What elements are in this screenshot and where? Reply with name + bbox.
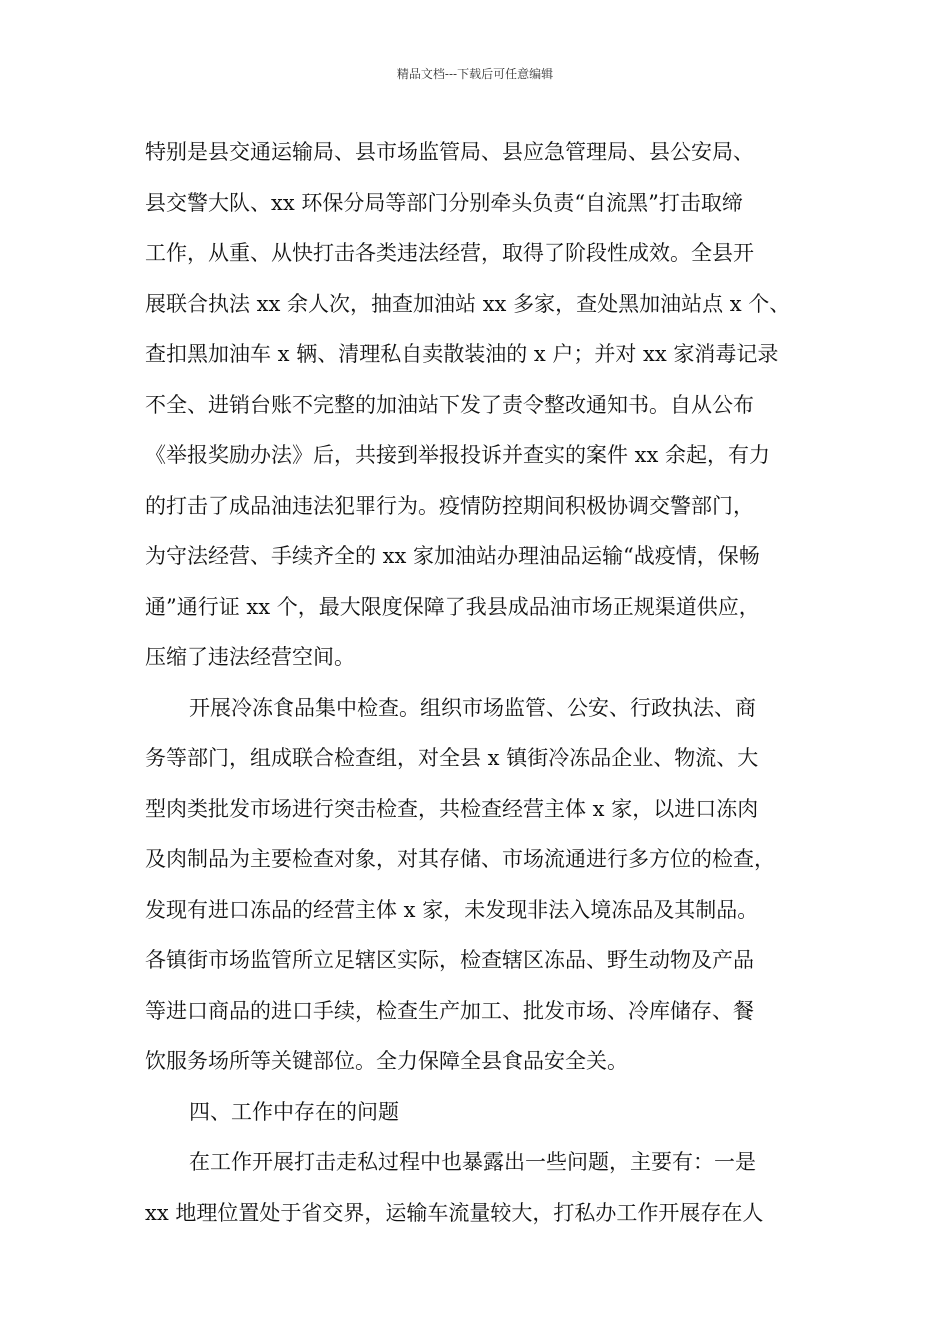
text-line: 的打击了成品油违法犯罪行为。疫情防控期间积极协调交警部门， [145,493,754,518]
text-line: 各镇街市场监管所立足辖区实际，检查辖区冻品、野生动物及产品 [145,948,754,972]
text-line: 工作，从重、从快打击各类违法经营，取得了阶段性成效。全县开 [145,241,754,265]
text-line: 查扣黑加油车 x 辆、清理私自卖散装油的 x 户；并对 xx 家消毒记录 [145,342,779,366]
text-line: 及肉制品为主要检查对象，对其存储、市场流通进行多方位的检查， [145,847,775,871]
text-line: 通”通行证 xx 个，最大限度保障了我县成品油市场正规渠道供应， [145,594,760,619]
text-line: 为守法经营、手续齐全的 xx 家加油站办理油品运输“战疫情，保畅 [145,544,760,568]
text-line: 《举报奖励办法》后，共接到举报投诉并查实的案件 xx 余起，有力 [145,443,771,467]
text-line: 开展冷冻食品集中检查。组织市场监管、公安、行政执法、商 [189,695,756,720]
text-line: 饮服务场所等关键部位。全力保障全县食品安全关。 [145,1049,628,1073]
text-line: 县交警大队、xx 环保分局等部门分别牵头负责“自流黑”打击取缔 [145,190,743,215]
text-line: 等进口商品的进口手续，检查生产加工、批发市场、冷库储存、餐 [145,998,754,1023]
text-line: 型肉类批发市场进行突击检查，共检查经营主体 x 家，以进口冻肉 [145,796,759,821]
text-line: 务等部门，组成联合检查组，对全县 x 镇街冷冻品企业、物流、大 [145,746,759,770]
text-line: 特别是县交通运输局、县市场监管局、县应急管理局、县公安局、 [145,140,754,164]
text-line: 发现有进口冻品的经营主体 x 家，未发现非法入境冻品及其制品。 [145,897,759,922]
text-line: 四、工作中存在的问题 [189,1099,399,1124]
text-line: 展联合执法 xx 余人次，抽查加油站 xx 多家，查处黑加油站点 x 个、 [145,291,791,316]
text-line: xx 地理位置处于省交界，运输车流量较大，打私办工作开展存在人 [145,1200,764,1225]
text-line: 压缩了违法经营空间。 [145,645,355,669]
document-body [145,127,835,1238]
text-line: 在工作开展打击走私过程中也暴露出一些问题，主要有：一是 [189,1150,756,1174]
text-line: 不全、进销台账不完整的加油站下发了责令整改通知书。自从公布 [145,392,754,417]
page-header: 精品文档---下载后可任意编辑 [396,67,554,81]
